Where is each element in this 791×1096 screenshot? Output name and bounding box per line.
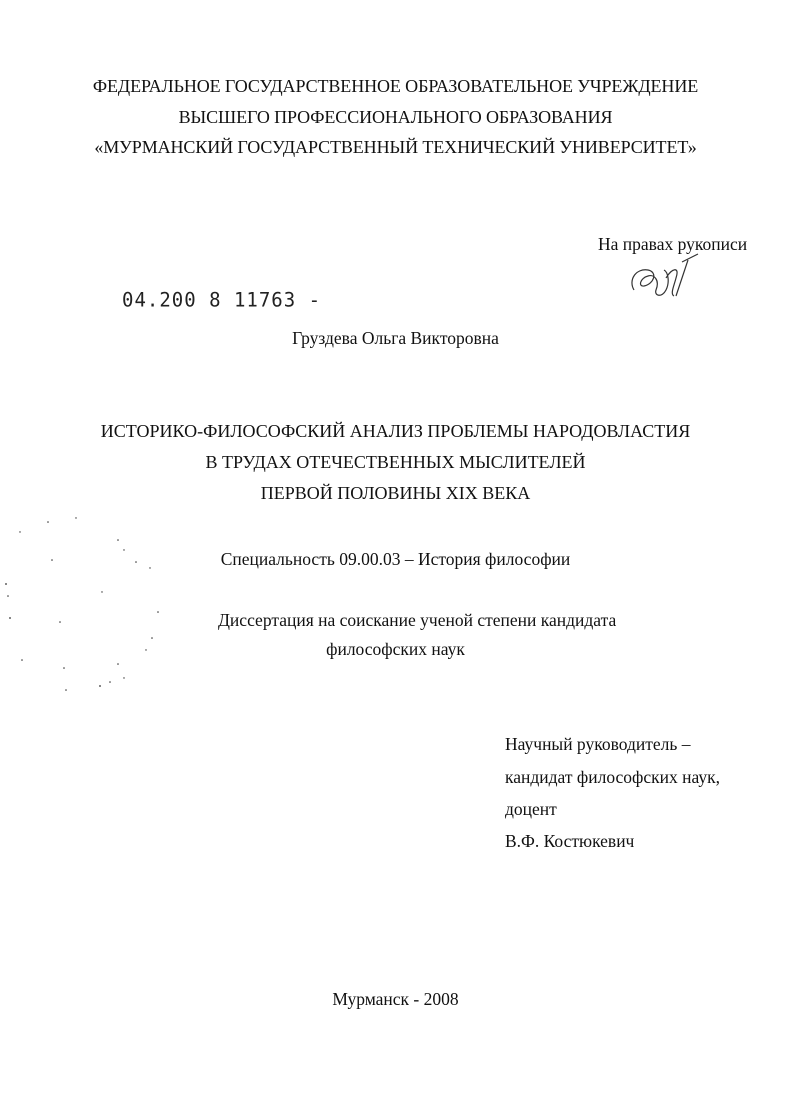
manuscript-note: На правах рукописи xyxy=(598,234,748,254)
institution-line-2: ВЫСШЕГО ПРОФЕССИОНАЛЬНОГО ОБРАЗОВАНИЯ xyxy=(178,107,613,127)
specialty: Специальность 09.00.03 – История философии xyxy=(220,549,571,569)
title-line-2: В ТРУДАХ ОТЕЧЕСТВЕННЫХ МЫСЛИТЕЛЕЙ xyxy=(205,452,586,472)
title-line-1: ИСТОРИКО-ФИЛОСОФСКИЙ АНАЛИЗ ПРОБЛЕМЫ НАРОДОВЛАСТИЯ xyxy=(100,421,691,441)
supervisor-line-3: доцент xyxy=(505,799,557,819)
footer-city-year: Мурманск - 2008 xyxy=(332,989,459,1009)
supervisor-line-4: В.Ф. Костюкевич xyxy=(505,831,635,851)
dissertation-line-2: философских наук xyxy=(326,639,465,659)
institution-line-3: «МУРМАНСКИЙ ГОСУДАРСТВЕННЫЙ ТЕХНИЧЕСКИЙ УНИВЕРСИТЕТ» xyxy=(94,137,697,157)
supervisor-line-1: Научный руководитель – xyxy=(505,734,691,754)
scan-specks xyxy=(0,500,200,700)
dissertation-line-1: Диссертация на соискание ученой степени кандидата xyxy=(218,610,617,630)
institution-line-1: ФЕДЕРАЛЬНОЕ ГОСУДАРСТВЕННОЕ ОБРАЗОВАТЕЛЬНОЕ УЧРЕЖДЕНИЕ xyxy=(92,76,699,96)
author-name: Груздева Ольга Викторовна xyxy=(292,328,499,348)
title-line-3: ПЕРВОЙ ПОЛОВИНЫ XIX ВЕКА xyxy=(260,483,531,503)
library-stamp: 04.200 8 11763 - xyxy=(122,288,322,312)
supervisor-line-2: кандидат философских наук, xyxy=(505,767,720,787)
signature-icon xyxy=(624,250,704,302)
